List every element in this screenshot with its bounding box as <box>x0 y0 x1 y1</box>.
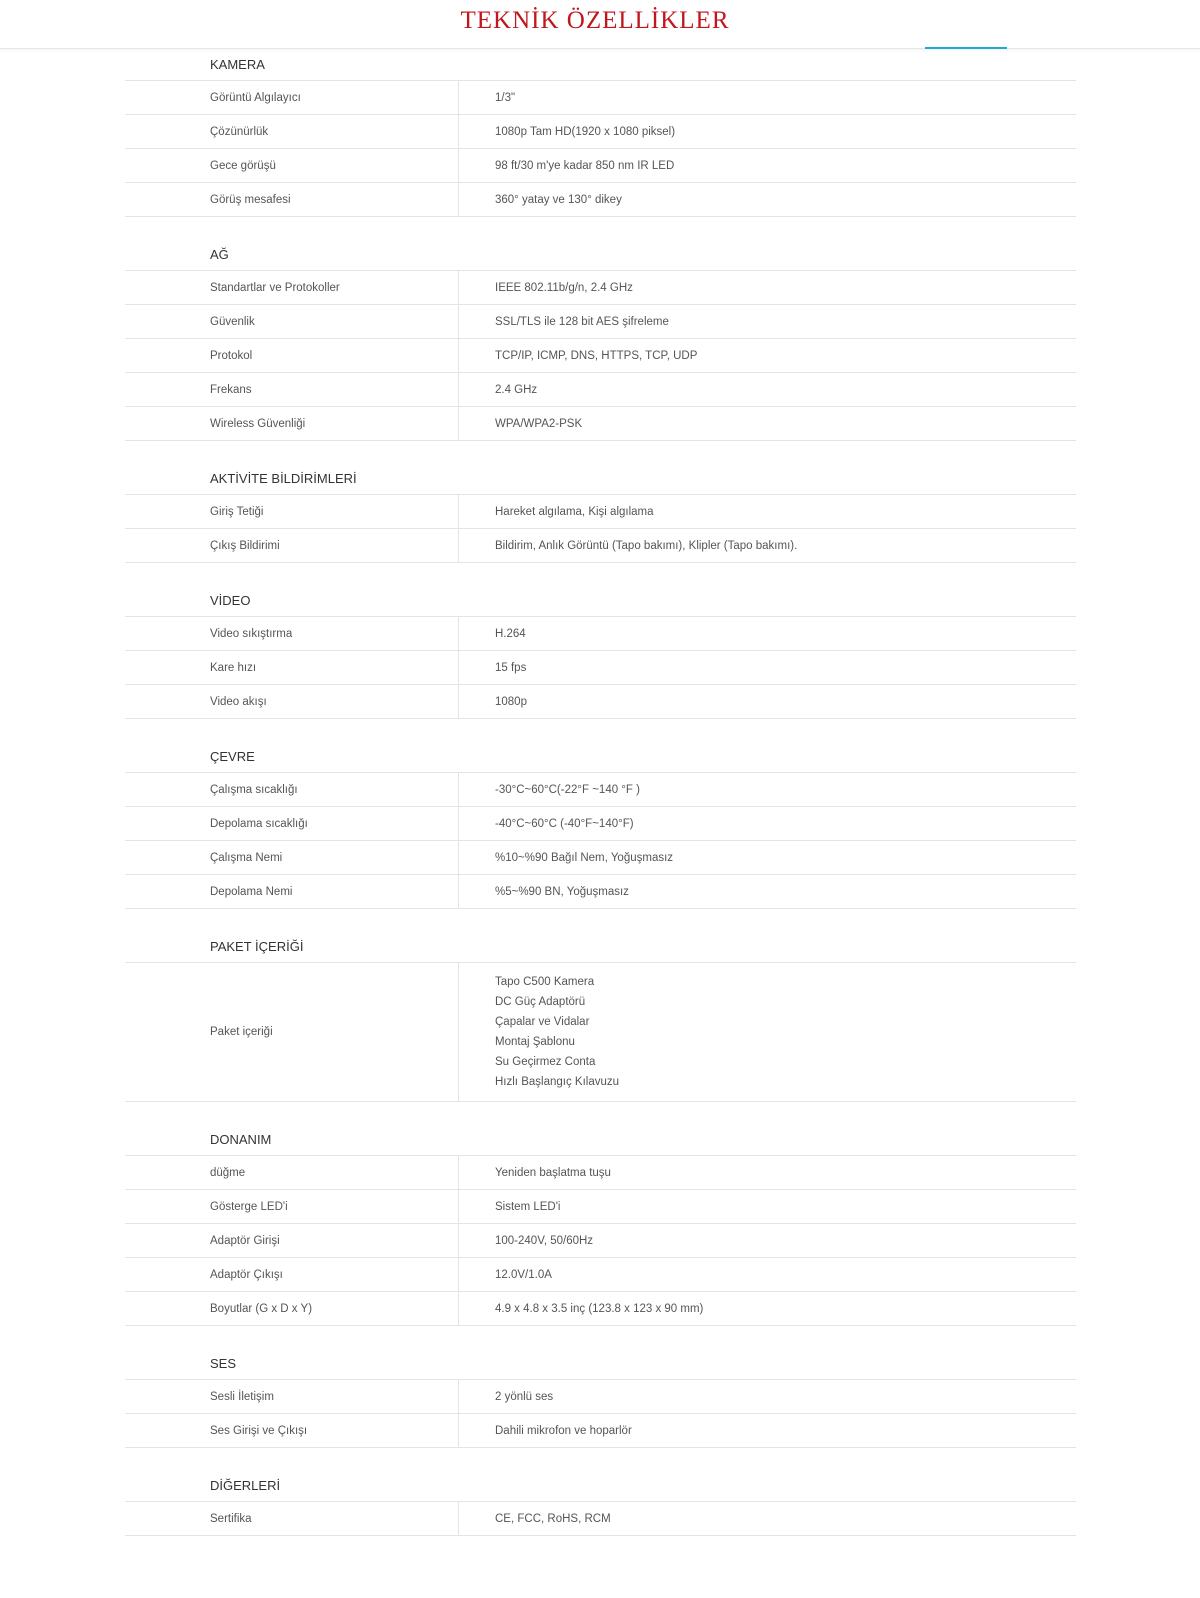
spec-row <box>125 407 1076 441</box>
package-item: Hızlı Başlangıç Kılavuzu <box>495 1076 620 1088</box>
spec-key: Sertifika <box>125 1502 459 1535</box>
spec-key: Video akışı <box>125 685 459 718</box>
spec-key: Çalışma sıcaklığı <box>125 773 459 806</box>
spec-row <box>125 373 1076 407</box>
spec-section <box>125 217 1076 441</box>
spec-row <box>125 271 1076 305</box>
spec-section <box>125 441 1076 563</box>
spec-key: Depolama sıcaklığı <box>125 807 459 840</box>
spec-table <box>125 48 1076 1536</box>
section-title: VİDEO <box>125 584 1076 617</box>
spec-value: 2 yönlü ses <box>495 1390 554 1403</box>
spec-row <box>125 529 1076 563</box>
spec-key: Depolama Nemi <box>125 875 459 908</box>
spec-section <box>125 1326 1076 1448</box>
spec-value: -40°C~60°C (-40°F~140°F) <box>495 817 634 830</box>
spec-value: 98 ft/30 m'ye kadar 850 nm IR LED <box>495 159 675 172</box>
spec-value: 15 fps <box>495 661 527 674</box>
spec-key: Gece görüşü <box>125 149 459 182</box>
spec-value: 100-240V, 50/60Hz <box>495 1234 594 1247</box>
spec-key: Çözünürlük <box>125 115 459 148</box>
spec-value: Sistem LED'i <box>495 1200 561 1213</box>
spec-value: CE, FCC, RoHS, RCM <box>495 1512 611 1525</box>
spec-value: %5~%90 BN, Yoğuşmasız <box>495 885 629 898</box>
section-title: ÇEVRE <box>125 740 1076 773</box>
spec-value: Hareket algılama, Kişi algılama <box>495 505 654 518</box>
spec-row <box>125 807 1076 841</box>
package-item: DC Güç Adaptörü <box>495 996 586 1008</box>
spec-section <box>125 48 1076 217</box>
spec-key: Adaptör Çıkışı <box>125 1258 459 1291</box>
spec-row <box>125 963 1076 1102</box>
spec-key: Giriş Tetiği <box>125 495 459 528</box>
section-title: PAKET İÇERİĞİ <box>125 930 1076 963</box>
spec-value: IEEE 802.11b/g/n, 2.4 GHz <box>495 281 633 294</box>
spec-key: Gösterge LED'i <box>125 1190 459 1223</box>
spec-key: Frekans <box>125 373 459 406</box>
package-item: Su Geçirmez Conta <box>495 1056 596 1068</box>
spec-key: Sesli İletişim <box>125 1380 459 1413</box>
spec-row <box>125 1156 1076 1190</box>
section-title: SES <box>125 1347 1076 1380</box>
spec-key: Güvenlik <box>125 305 459 338</box>
spec-value: -30°C~60°C(-22°F ~140 °F ) <box>495 783 640 796</box>
spec-value: Bildirim, Anlık Görüntü (Tapo bakımı), Klipler (Tapo bakımı). <box>495 539 798 552</box>
section-title: KAMERA <box>125 48 1076 81</box>
spec-row <box>125 1258 1076 1292</box>
spec-key: Boyutlar (G x D x Y) <box>125 1292 459 1325</box>
spec-key: Adaptör Girişi <box>125 1224 459 1257</box>
spec-value: %10~%90 Bağıl Nem, Yoğuşmasız <box>495 851 674 864</box>
spec-key: Wireless Güvenliği <box>125 407 459 440</box>
spec-value: 4.9 x 4.8 x 3.5 inç (123.8 x 123 x 90 mm) <box>495 1302 704 1315</box>
spec-row <box>125 1502 1076 1536</box>
spec-row <box>125 339 1076 373</box>
spec-value: 1080p Tam HD(1920 x 1080 piksel) <box>495 125 676 138</box>
spec-row <box>125 875 1076 909</box>
spec-key: Çıkış Bildirimi <box>125 529 459 562</box>
spec-row <box>125 617 1076 651</box>
spec-key: Görüntü Algılayıcı <box>125 81 459 114</box>
package-items <box>459 963 1076 1101</box>
page-title: TEKNİK ÖZELLİKLER <box>460 7 730 34</box>
spec-value: SSL/TLS ile 128 bit AES şifreleme <box>495 315 669 328</box>
spec-value: Dahili mikrofon ve hoparlör <box>495 1424 632 1437</box>
spec-section <box>125 1448 1076 1536</box>
package-item: Montaj Şablonu <box>495 1036 575 1048</box>
section-title: AĞ <box>125 238 1076 271</box>
spec-row <box>125 81 1076 115</box>
spec-row <box>125 183 1076 217</box>
spec-row <box>125 1414 1076 1448</box>
spec-key: Ses Girişi ve Çıkışı <box>125 1414 459 1447</box>
spec-value: 360° yatay ve 130° dikey <box>495 193 622 206</box>
spec-value: 1080p <box>495 695 527 708</box>
spec-row <box>125 1292 1076 1326</box>
spec-row <box>125 1224 1076 1258</box>
spec-value: 2.4 GHz <box>495 383 538 396</box>
spec-row <box>125 841 1076 875</box>
section-title: DİĞERLERİ <box>125 1469 1076 1502</box>
spec-row <box>125 1190 1076 1224</box>
spec-section <box>125 719 1076 909</box>
spec-row <box>125 685 1076 719</box>
spec-key: Video sıkıştırma <box>125 617 459 650</box>
spec-value: TCP/IP, ICMP, DNS, HTTPS, TCP, UDP <box>495 349 698 362</box>
spec-value: Yeniden başlatma tuşu <box>495 1166 611 1179</box>
spec-row <box>125 149 1076 183</box>
spec-key: Görüş mesafesi <box>125 183 459 216</box>
spec-section <box>125 563 1076 719</box>
section-title: DONANIM <box>125 1123 1076 1156</box>
package-item: Tapo C500 Kamera <box>495 976 595 988</box>
spec-section <box>125 1102 1076 1326</box>
spec-row <box>125 651 1076 685</box>
spec-row <box>125 115 1076 149</box>
spec-value: 1/3" <box>495 91 516 104</box>
spec-value: H.264 <box>495 627 526 640</box>
spec-section <box>125 909 1076 1102</box>
spec-key: Paket içeriği <box>125 963 459 1101</box>
page-header <box>0 0 1200 49</box>
spec-key: Kare hızı <box>125 651 459 684</box>
spec-key: Çalışma Nemi <box>125 841 459 874</box>
spec-key: Standartlar ve Protokoller <box>125 271 459 304</box>
spec-key: düğme <box>125 1156 459 1189</box>
spec-value: WPA/WPA2-PSK <box>495 417 583 430</box>
spec-row <box>125 495 1076 529</box>
spec-value: 12.0V/1.0A <box>495 1268 552 1281</box>
spec-row <box>125 773 1076 807</box>
spec-row <box>125 1380 1076 1414</box>
spec-key: Protokol <box>125 339 459 372</box>
spec-row <box>125 305 1076 339</box>
section-title: AKTİVİTE BİLDİRİMLERİ <box>125 462 1076 495</box>
package-item: Çapalar ve Vidalar <box>495 1016 590 1028</box>
